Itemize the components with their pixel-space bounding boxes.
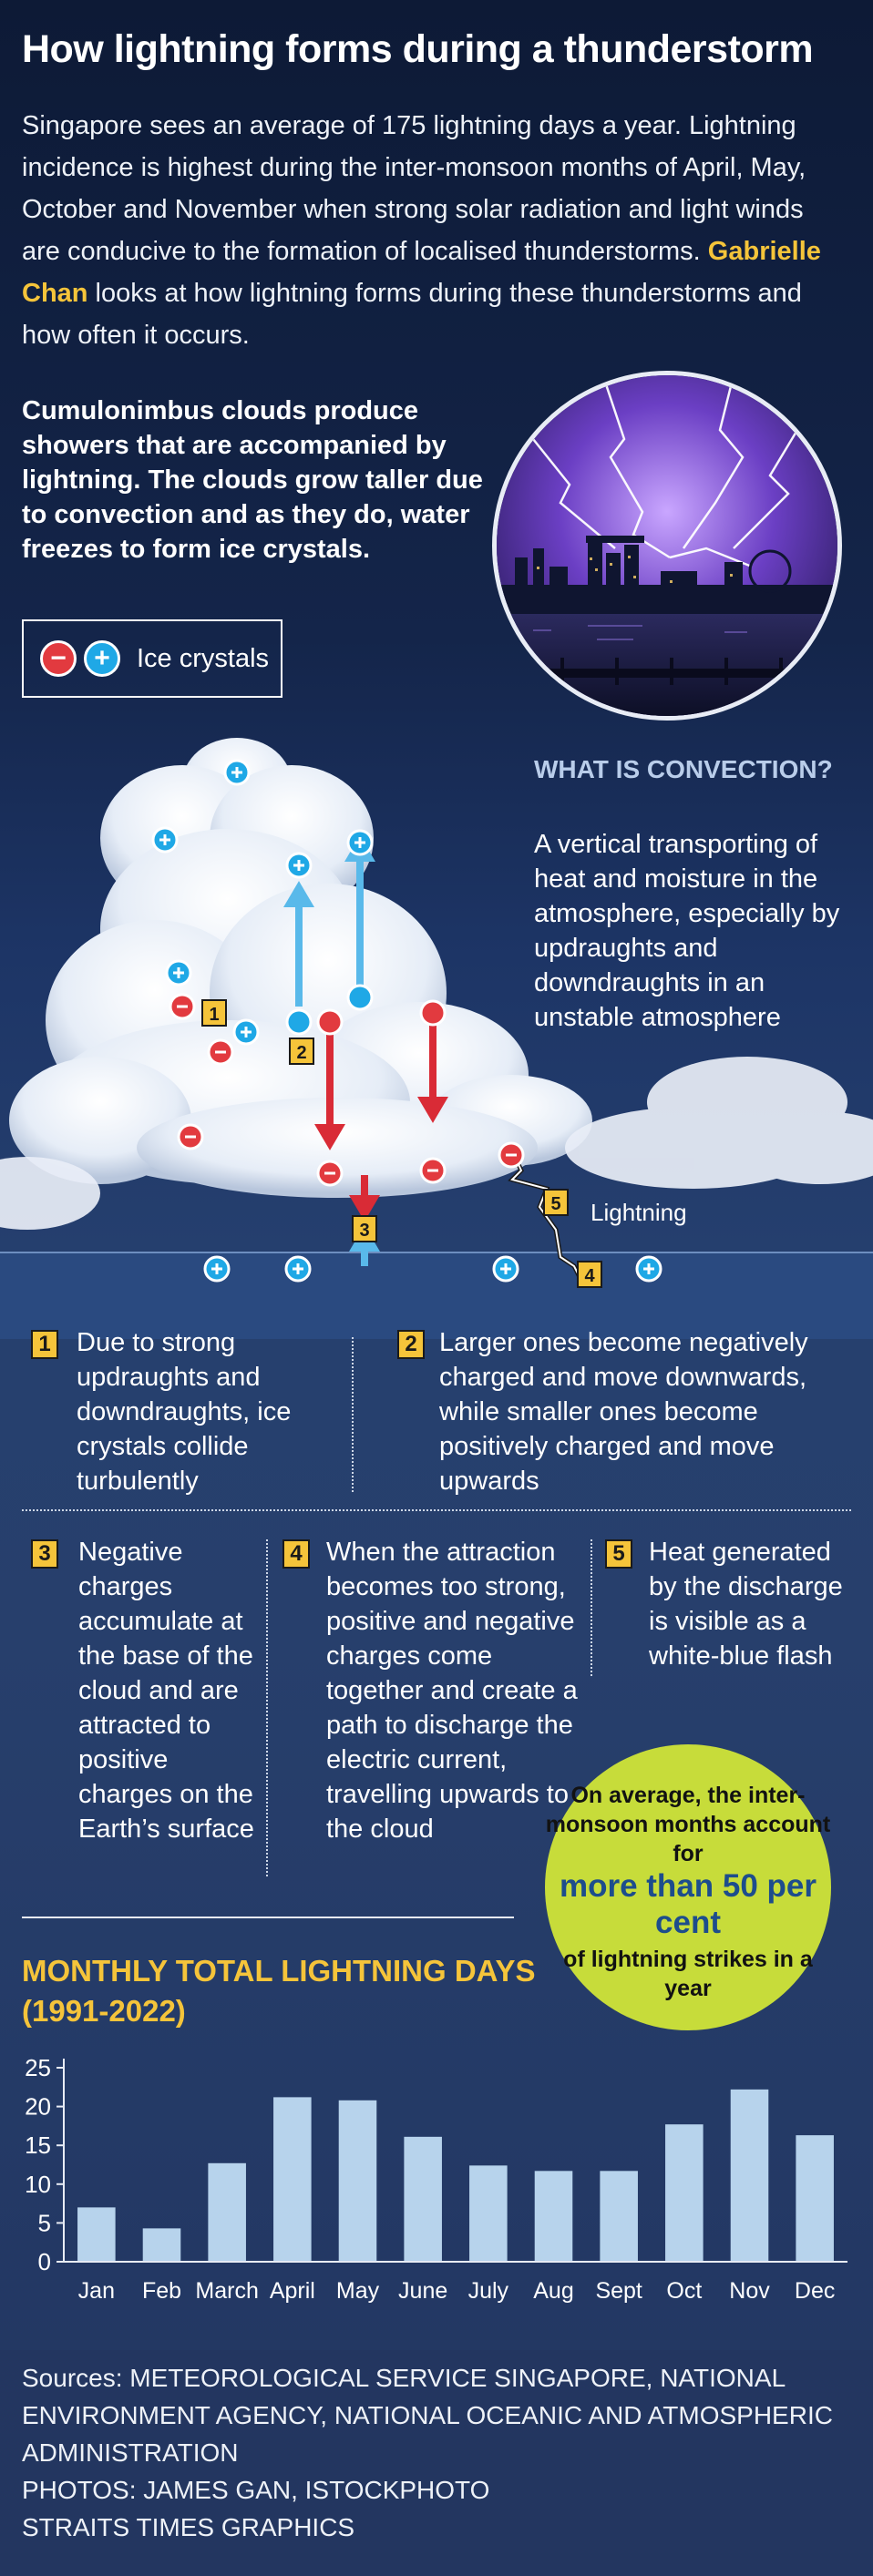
divider [352,1337,354,1492]
bar-oct [665,2124,704,2262]
x-tick-label: March [195,2278,259,2304]
intro-text-after: looks at how lightning forms during these thunderstorms and how often it occurs. [22,279,802,350]
y-tick-label: 25 [25,2054,51,2081]
convection-title: WHAT IS CONVECTION? [534,755,833,783]
marker-4: 4 [584,1266,595,1286]
author-name: Gabrielle Chan [22,237,821,308]
legend-label: Ice crystals [137,643,270,673]
negative-charge-icon: − [40,640,77,677]
x-tick-label: Jan [77,2278,115,2304]
x-tick-label: July [467,2278,509,2304]
step-1-text: Due to strong updraughts and downdraughts, ice crystals collide turbulently [77,1328,292,1496]
lightning-days-bar-chart [0,2040,873,2314]
step-2-text: Larger ones become negatively charged and move downwards, while smaller ones become positively charged and move upwards [439,1328,808,1496]
x-tick-label: Feb [141,2278,182,2304]
chart-title: MONTHLY TOTAL LIGHTNING DAYS (1991-2022) [22,1954,536,2028]
step-5-number: 5 [605,1539,632,1569]
x-tick-label: May [335,2278,380,2304]
x-tick-label: Dec [794,2278,836,2304]
step-1-number: 1 [31,1330,58,1359]
x-tick-label: Nov [729,2278,770,2304]
y-tick-label: 20 [25,2092,51,2121]
marker-5: 5 [550,1194,561,1214]
graphics-credit: STRAITS TIMES GRAPHICS [22,2513,355,2541]
sources: Sources: METEOROLOGICAL SERVICE SINGAPORE, NATIONAL ENVIRONMENT AGENCY, NATIONAL OCEANIC AND ATMOSPHERIC ADMINISTRATION [22,2364,833,2467]
x-tick-label: Aug [533,2278,574,2304]
legend-ice-crystals [22,619,282,698]
section-rule [22,1917,514,1918]
cloud-description: Cumulonimbus clouds produce showers that are accompanied by lightning. The clouds grow taller due to convection and as they do, water freezes to form ice crystals. [22,396,483,564]
x-tick-label: April [269,2278,315,2304]
intro-paragraph [22,105,842,356]
stat-bubble-line3: of lightning strikes in a year [563,1947,813,2001]
x-tick-label: Sept [595,2278,642,2304]
bar-july [469,2165,508,2262]
step-3-text: Negative charges accumulate at the base of the cloud and are attracted to positive charges on the Earth’s surface [78,1538,254,1844]
bar-dec [796,2135,834,2262]
divider [266,1539,268,1876]
bar-jan [77,2207,116,2262]
lightning-label: Lightning [591,1199,687,1226]
y-tick-label: 15 [25,2131,51,2160]
bar-april [273,2097,312,2262]
positive-charge-icon: + [84,640,120,677]
step-4-number: 4 [282,1539,310,1569]
bar-june [404,2137,442,2262]
x-tick-label: Oct [666,2278,703,2304]
x-tick-label: June [398,2278,448,2304]
stat-bubble [545,1744,831,2030]
bar-aug [535,2171,573,2262]
photo-credit: PHOTOS: JAMES GAN, ISTOCKPHOTO [22,2476,490,2504]
intro-text-before: Singapore sees an average of 175 lightning days a year. Lightning incidence is highest during the inter-monsoon months of April, May, October and November when strong solar radiation and light winds are conducive to the formation of localised thunderstorms. [22,111,806,266]
bar-may [339,2101,377,2262]
divider [591,1539,592,1676]
y-tick-label: 0 [37,2248,51,2275]
bar-march [208,2163,246,2262]
divider [22,1509,851,1511]
step-3-number: 3 [31,1539,58,1569]
step-2-number: 2 [397,1330,425,1359]
convection-body: A vertical transporting of heat and moisture in the atmosphere, especially by updraughts and downdraughts in an unstable atmosphere [534,830,840,1032]
y-tick-label: 5 [37,2209,51,2237]
page-title: How lightning forms during a thunderstorm [22,27,814,71]
stat-bubble-line1: On average, the inter-monsoon months account for [545,1783,831,1866]
marker-3: 3 [359,1221,370,1241]
step-5-text: Heat generated by the discharge is visible as a white-blue flash [649,1538,843,1671]
marker-2: 2 [296,1043,307,1063]
bar-nov [731,2090,769,2262]
bar-feb [143,2228,181,2262]
footer [0,2350,873,2576]
stat-bubble-highlight: more than 50 per cent [559,1868,817,1940]
lightning-photo [492,371,842,721]
bar-sept [600,2171,638,2262]
y-tick-label: 10 [25,2170,51,2198]
step-4-text: When the attraction becomes too strong, positive and negative charges come together and create a path to discharge the electric current, travelling upwards to the cloud [326,1538,578,1844]
marker-1: 1 [209,1005,220,1025]
